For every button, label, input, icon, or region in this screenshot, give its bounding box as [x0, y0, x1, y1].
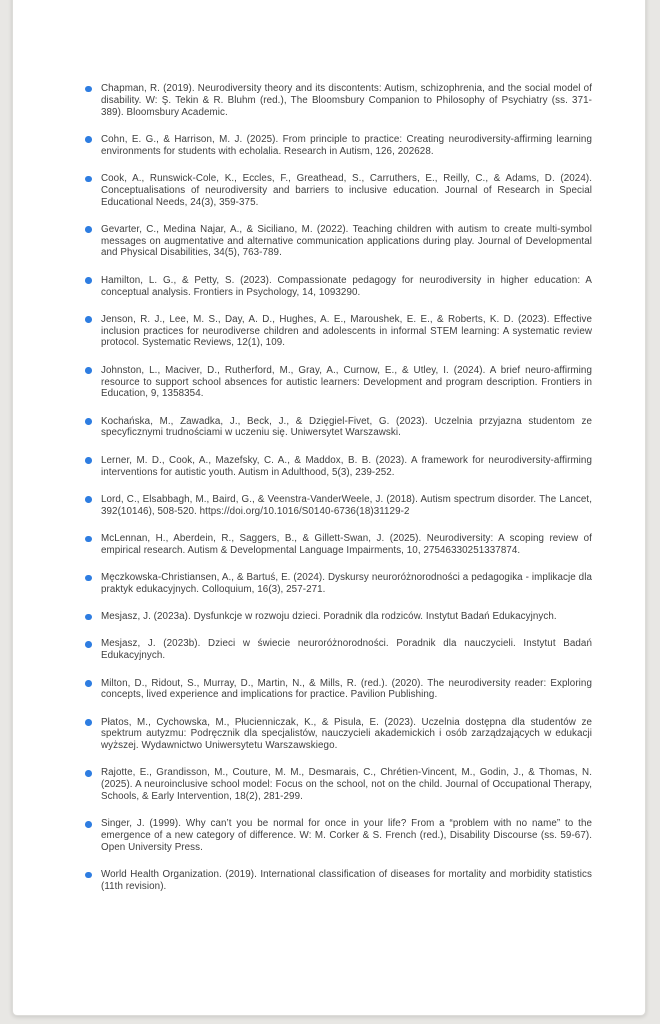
bullet-icon: [85, 821, 92, 828]
reference-text: Mesjasz, J. (2023b). Dzieci w świecie neuroróżnorodności. Poradnik dla nauczycieli. Instytut Badań Edukacyjnych.: [101, 638, 592, 662]
reference-item: [101, 678, 592, 702]
reference-text: Singer, J. (1999). Why can’t you be normal for once in your life? From a “problem with no name” to the emergence of a new category of difference. W: M. Corker & S. French (red.), Disability Discourse (ss. 59-67). Open University Press.: [101, 818, 592, 853]
reference-item: [101, 314, 592, 349]
bullet-icon: [85, 457, 92, 464]
bullet-icon: [85, 136, 92, 143]
reference-text: Męczkowska-Christiansen, A., & Bartuś, E. (2024). Dyskursy neuroróżnorodności a pedagogika - implikacje dla praktyk edukacyjnych. Colloquium, 16(3), 257-271.: [101, 572, 592, 595]
reference-text: Chapman, R. (2019). Neurodiversity theory and its discontents: Autism, schizophrenia, and the social model of disability. W: Ş. Tekin & R. Bluhm (red.), The Bloomsbury Companion to Philosophy of Psychiatry (ss. 371-389). Bloomsbury Academic.: [101, 83, 592, 118]
reference-item: [101, 416, 592, 440]
reference-item: [101, 818, 592, 853]
reference-text: Rajotte, E., Grandisson, M., Couture, M. M., Desmarais, C., Chrétien-Vincent, M., Godin, J., & Thomas, N. (2025). A neuroinclusive school model: Focus on the school, not on the child. Journal of Occupational Therapy, Schools, & Early Intervention, 18(2), 281-299.: [101, 767, 592, 803]
bullet-icon: [85, 575, 92, 582]
reference-item: [101, 869, 592, 893]
reference-text: Jenson, R. J., Lee, M. S., Day, A. D., Hughes, A. E., Maroushek, E. E., & Roberts, K. D. (2023). Effective inclusion practices for neurodiverse children and adolescents in informal STEM learning: A systematic review protocol. Systematic Reviews, 12(1), 109.: [101, 313, 592, 349]
reference-item: [101, 134, 592, 158]
bullet-icon: [85, 641, 92, 648]
bullet-icon: [85, 367, 92, 374]
bullet-icon: [85, 418, 92, 425]
bullet-icon: [85, 872, 92, 879]
bullet-icon: [85, 770, 92, 777]
reference-item: [101, 638, 592, 662]
bullet-icon: [85, 277, 92, 284]
bullet-icon: [85, 226, 92, 233]
reference-item: [101, 173, 592, 208]
reference-text: Gevarter, C., Medina Najar, A., & Siciliano, M. (2022). Teaching children with autism to create multi-symbol messages on augmentative and alternative communication applications during play. Journal of Developmental and Physical Disabilities, 34(5), 763-789.: [101, 223, 592, 259]
bullet-icon: [85, 86, 92, 93]
bullet-icon: [85, 316, 92, 323]
reference-list: [13, 0, 645, 893]
reference-item: [101, 494, 592, 518]
reference-item: [101, 717, 592, 752]
reference-item: [101, 611, 592, 623]
bullet-icon: [85, 614, 92, 621]
reference-text: Kochańska, M., Zawadka, J., Beck, J., & Dzięgiel-Fivet, G. (2023). Uczelnia przyjazna studentom ze specyficznymi trudnościami w uczeniu się. Uniwersytet Warszawski.: [101, 415, 592, 439]
reference-item: [101, 224, 592, 259]
bullet-icon: [85, 496, 92, 503]
reference-text: Lord, C., Elsabbagh, M., Baird, G., & Veenstra-VanderWeele, J. (2018). Autism spectrum disorder. The Lancet, 392(10146), 508-520. https://doi.org/10.1016/S0140-6736(18)31129-2: [101, 493, 592, 517]
reference-text: Hamilton, L. G., & Petty, S. (2023). Compassionate pedagogy for neurodiversity in higher education: A conceptual analysis. Frontiers in Psychology, 14, 1093290.: [101, 274, 592, 298]
reference-text: Milton, D., Ridout, S., Murray, D., Martin, N., & Mills, R. (red.). (2020). The neurodiversity reader: Exploring concepts, lived experience and implications for practice. Pavilion Publishing.: [101, 677, 592, 701]
reference-item: [101, 275, 592, 299]
reference-text: McLennan, H., Aberdein, R., Saggers, B., & Gillett-Swan, J. (2025). Neurodiversity: A scoping review of empirical research. Autism & Developmental Language Impairments, 10, 27546330251337874.: [101, 532, 592, 556]
reference-text: World Health Organization. (2019). International classification of diseases for mortality and morbidity statistics (11th revision).: [101, 869, 592, 893]
reference-text: Cohn, E. G., & Harrison, M. J. (2025). From principle to practice: Creating neurodiversity-affirming learning environments for students with echolalia. Research in Autism, 126, 202628.: [101, 133, 592, 157]
bullet-icon: [85, 176, 92, 183]
reference-item: [101, 767, 592, 802]
document-sheet: [12, 0, 646, 1016]
reference-item: [101, 572, 592, 596]
reference-item: [101, 533, 592, 557]
reference-text: Płatos, M., Cychowska, M., Płucienniczak, K., & Pisula, E. (2023). Uczelnia dostępna dla studentów ze spektrum autyzmu: Podręcznik dla specjalistów, nauczycieli akademickich i osób zarządzających w edukacji wyższej. Wydawnictwo Uniwersytetu Warszawskiego.: [101, 716, 592, 752]
reference-item: [101, 83, 592, 118]
reference-text: Lerner, M. D., Cook, A., Mazefsky, C. A., & Maddox, B. B. (2023). A framework for neurodiversity-affirming interventions for autistic youth. Autism in Adulthood, 5(3), 239-252.: [101, 454, 592, 478]
reference-item: [101, 365, 592, 400]
reference-text: Cook, A., Runswick-Cole, K., Eccles, F., Greathead, S., Carruthers, E., Reilly, C., & Adams, D. (2024). Conceptualisations of neurodiversity and barriers to inclusive education. Journal of Research in Special Educational Needs, 24(3), 359-375.: [101, 172, 592, 208]
bullet-icon: [85, 719, 92, 726]
bullet-icon: [85, 536, 92, 543]
bullet-icon: [85, 680, 92, 687]
reference-item: [101, 455, 592, 479]
reference-text: Mesjasz, J. (2023a). Dysfunkcje w rozwoju dzieci. Poradnik dla rodziców. Instytut Badań Edukacyjnych.: [101, 611, 557, 623]
reference-text: Johnston, L., Maciver, D., Rutherford, M., Gray, A., Curnow, E., & Utley, I. (2024). A brief neuro-affirming resource to support school absences for autistic learners: Development and program description. Frontiers in Education, 9, 1358354.: [101, 364, 592, 400]
